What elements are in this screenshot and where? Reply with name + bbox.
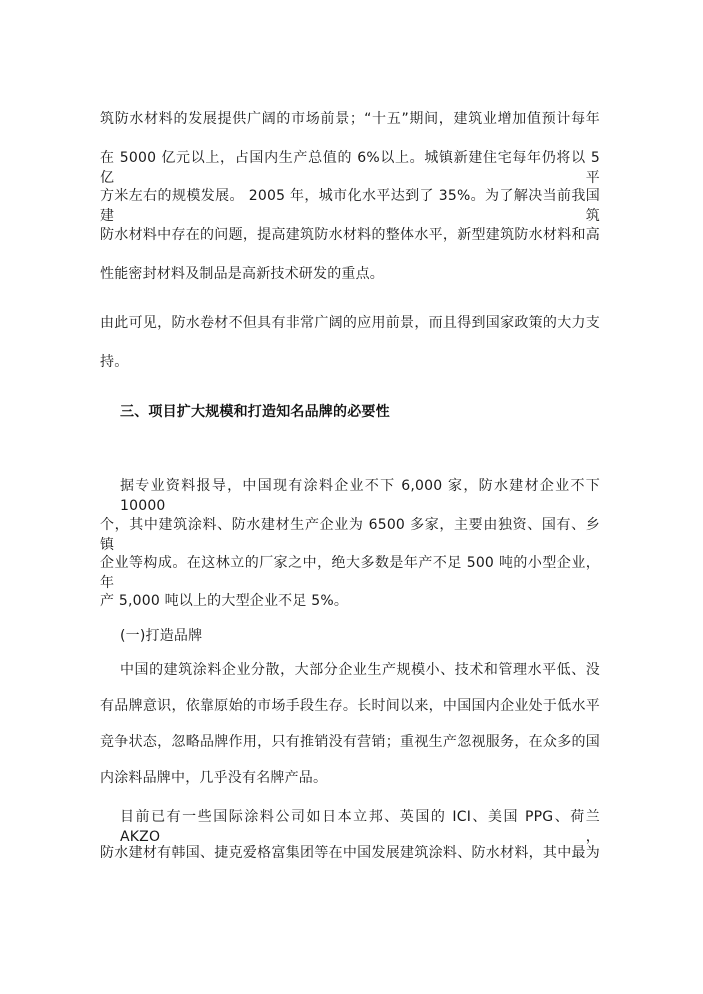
paragraph-3-line-3: 企业等构成。在这林立的厂家之中，绝大多数是年产不足 500 吨的小型企业，年 xyxy=(100,555,600,591)
paragraph-5-line-1: 目前已有一些国际涂料公司如日本立邦、英国的 ICI、美国 PPG、荷兰 AKZO， xyxy=(120,809,600,845)
section-heading: 三、项目扩大规模和打造知名品牌的必要性 xyxy=(120,404,390,420)
paragraph-3-line-2: 个，其中建筑涂料、防水建材生产企业为 6500 多家，主要由独资、国有、乡镇 xyxy=(100,517,600,553)
paragraph-1-line-5: 性能密封材料及制品是高新技术研发的重点。 xyxy=(100,266,384,282)
paragraph-3-line-4: 产 5,000 吨以上的大型企业不足 5%。 xyxy=(100,593,349,609)
subheading-brand: (一)打造品牌 xyxy=(120,628,203,644)
paragraph-1-line-2: 在 5000 亿元以上，占国内生产总值的 6%以上。城镇新建住宅每年仍将以 5 亿平 xyxy=(100,150,600,186)
paragraph-3-line-1: 据专业资料报导，中国现有涂料企业不下 6,000 家，防水建材企业不下 10000 xyxy=(120,478,600,514)
paragraph-2-line-2: 持。 xyxy=(100,354,129,370)
paragraph-4-line-3: 竞争状态，忽略品牌作用，只有推销没有营销；重视生产忽视服务，在众多的国 xyxy=(100,734,600,750)
paragraph-4-line-2: 有品牌意识，依靠原始的市场手段生存。长时间以来，中国国内企业处于低水平 xyxy=(100,698,600,714)
paragraph-2-line-1: 由此可见，防水卷材不但具有非常广阔的应用前景，而且得到国家政策的大力支 xyxy=(100,315,600,331)
paragraph-1-line-3: 方米左右的规模发展。 2005 年，城市化水平达到了 35%。为了解决当前我国建筑 xyxy=(100,188,600,224)
paragraph-4-line-4: 内涂料品牌中，几乎没有名牌产品。 xyxy=(100,770,328,786)
paragraph-1-line-1: 筑防水材料的发展提供广阔的市场前景；“十五”期间，建筑业增加值预计每年 xyxy=(100,111,600,127)
paragraph-5-line-2: 防水建材有韩国、捷克爱格富集团等在中国发展建筑涂料、防水材料，其中最为 xyxy=(100,845,600,861)
paragraph-4-line-1: 中国的建筑涂料企业分散，大部分企业生产规模小、技术和管理水平低、没 xyxy=(120,662,600,678)
paragraph-1-line-4: 防水材料中存在的问题，提高建筑防水材料的整体水平，新型建筑防水材料和高 xyxy=(100,227,600,243)
